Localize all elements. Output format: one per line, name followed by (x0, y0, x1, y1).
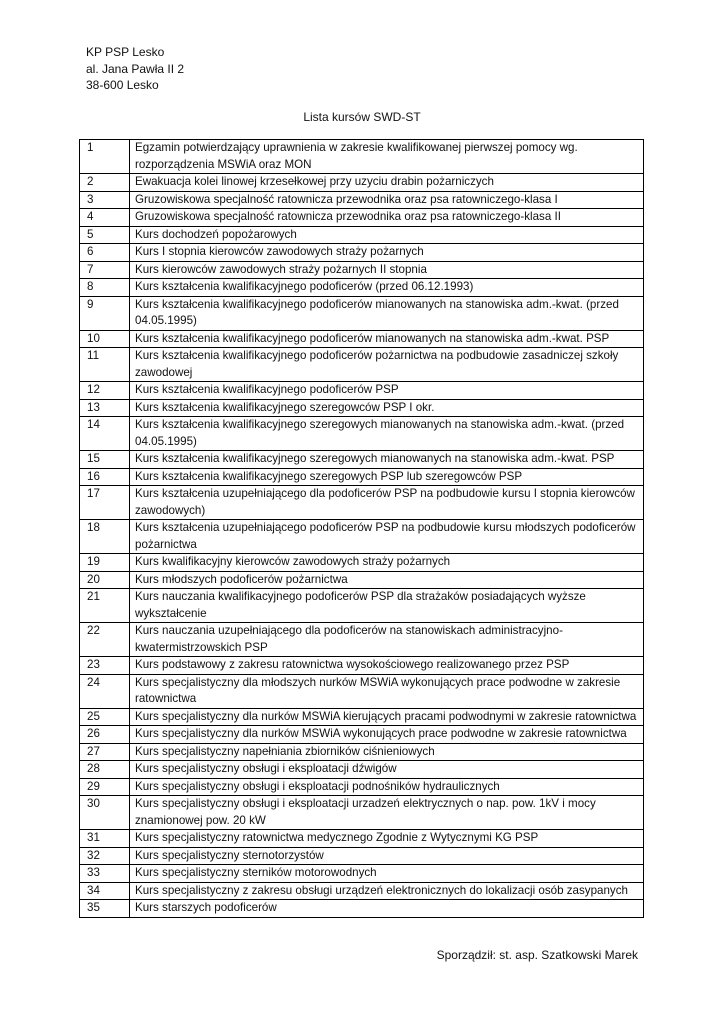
sender-address (86, 44, 184, 94)
course-name: Kurs specjalistyczny sterników motorowodnych (130, 865, 644, 883)
course-number: 11 (80, 348, 130, 382)
course-name: Kurs kierowców zawodowych straży pożarnych II stopnia (130, 261, 644, 279)
course-name: Kurs specjalistyczny dla młodszych nurków MSWiA wykonujących prace podwodne w zakresie ratownictwa (130, 674, 644, 708)
table-row (80, 330, 644, 348)
course-number: 34 (80, 882, 130, 900)
table-row (80, 657, 644, 675)
course-number: 3 (80, 191, 130, 209)
course-name: Kurs I stopnia kierowców zawodowych straży pożarnych (130, 244, 644, 262)
course-name: Kurs specjalistyczny sternotorzystów (130, 847, 644, 865)
table-row (80, 589, 644, 623)
course-number: 20 (80, 571, 130, 589)
table-row (80, 140, 644, 174)
table-row (80, 191, 644, 209)
course-number: 18 (80, 520, 130, 554)
course-name: Gruzowiskowa specjalność ratownicza przewodnika oraz psa ratowniczego-klasa II (130, 209, 644, 227)
course-name: Kurs kształcenia kwalifikacyjnego szeregowych PSP lub szeregowców PSP (130, 468, 644, 486)
course-name: Kurs kształcenia uzupełniającego podoficerów PSP na podbudowie kursu młodszych podoficerów pożarnictwa (130, 520, 644, 554)
course-number: 1 (80, 140, 130, 174)
course-name: Kurs podstawowy z zakresu ratownictwa wysokościowego realizowanego przez PSP (130, 657, 644, 675)
course-number: 26 (80, 726, 130, 744)
course-number: 32 (80, 847, 130, 865)
table-row (80, 778, 644, 796)
table-row (80, 726, 644, 744)
table-row (80, 382, 644, 400)
course-number: 25 (80, 708, 130, 726)
course-number: 13 (80, 399, 130, 417)
course-number: 30 (80, 796, 130, 830)
course-number: 2 (80, 174, 130, 192)
course-name: Kurs specjalistyczny ratownictwa medycznego Zgodnie z Wytycznymi KG PSP (130, 830, 644, 848)
address-line: 38-600 Lesko (86, 78, 159, 92)
course-name: Kurs kształcenia kwalifikacyjnego podoficerów (przed 06.12.1993) (130, 279, 644, 297)
course-name: Kurs kształcenia uzupełniającego dla podoficerów PSP na podbudowie kursu I stopnia kierowców zawodowych) (130, 486, 644, 520)
course-name: Kurs starszych podoficerów (130, 900, 644, 918)
table-row (80, 296, 644, 330)
course-number: 6 (80, 244, 130, 262)
course-name: Kurs specjalistyczny napełniania zbiorników ciśnieniowych (130, 743, 644, 761)
course-name: Kurs kształcenia kwalifikacyjnego podoficerów mianowanych na stanowiska adm.-kwat. (przed 04.05.1995) (130, 296, 644, 330)
table-row (80, 623, 644, 657)
course-name: Kurs kształcenia kwalifikacyjnego podoficerów pożarnictwa na podbudowie zasadniczej szkoły zawodowej (130, 348, 644, 382)
table-row (80, 209, 644, 227)
table-row (80, 830, 644, 848)
table-row (80, 451, 644, 469)
course-number: 29 (80, 778, 130, 796)
table-row (80, 486, 644, 520)
course-name: Kurs specjalistyczny obsługi i eksploatacji urzadzeń elektrycznych o nap. pow. 1kV i mocy znamionowej pow. 20 kW (130, 796, 644, 830)
course-number: 17 (80, 486, 130, 520)
table-row (80, 865, 644, 883)
document-title: Lista kursów SWD-ST (303, 110, 421, 124)
course-number: 21 (80, 589, 130, 623)
course-number: 14 (80, 417, 130, 451)
table-row (80, 468, 644, 486)
course-number: 33 (80, 865, 130, 883)
course-number: 19 (80, 554, 130, 572)
table-row (80, 743, 644, 761)
table-row (80, 571, 644, 589)
course-name: Kurs specjalistyczny obsługi i eksploatacji podnośników hydraulicznych (130, 778, 644, 796)
table-row (80, 674, 644, 708)
course-name: Kurs specjalistyczny dla nurków MSWiA wykonujących prace podwodne w zakresie ratownictwa (130, 726, 644, 744)
course-name: Gruzowiskowa specjalność ratownicza przewodnika oraz psa ratowniczego-klasa I (130, 191, 644, 209)
course-number: 16 (80, 468, 130, 486)
table-row (80, 761, 644, 779)
course-name: Kurs kształcenia kwalifikacyjnego podoficerów PSP (130, 382, 644, 400)
course-number: 28 (80, 761, 130, 779)
course-name: Kurs nauczania kwalifikacyjnego podoficerów PSP dla strażaków posiadających wyższe wykształcenie (130, 589, 644, 623)
table-row (80, 174, 644, 192)
table-row (80, 244, 644, 262)
address-line: al. Jana Pawła II 2 (86, 61, 185, 76)
table-row (80, 417, 644, 451)
course-number: 12 (80, 382, 130, 400)
course-name: Kurs kształcenia kwalifikacyjnego szeregowców PSP I okr. (130, 399, 644, 417)
course-name: Kurs kształcenia kwalifikacyjnego szeregowych mianowanych na stanowiska adm.-kwat. (przed 04.05.1995) (130, 417, 644, 451)
course-number: 9 (80, 296, 130, 330)
course-number: 27 (80, 743, 130, 761)
course-number: 5 (80, 226, 130, 244)
table-row (80, 882, 644, 900)
course-name: Kurs nauczania uzupełniającego dla podoficerów na stanowiskach administracyjno-kwatermistrzowskich PSP (130, 623, 644, 657)
course-name: Kurs specjalistyczny z zakresu obsługi urządzeń elektronicznych do lokalizacji osób zasypanych (130, 882, 644, 900)
course-number: 8 (80, 279, 130, 297)
table-row (80, 554, 644, 572)
courses-table (79, 139, 644, 918)
table-row (80, 847, 644, 865)
prepared-by: Sporządził: st. asp. Szatkowski Marek (436, 948, 638, 962)
course-name: Kurs specjalistyczny obsługi i eksploatacji dźwigów (130, 761, 644, 779)
course-number: 7 (80, 261, 130, 279)
course-name: Kurs kształcenia kwalifikacyjnego podoficerów mianowanych na stanowiska adm.-kwat. PSP (130, 330, 644, 348)
table-row (80, 900, 644, 918)
table-row (80, 399, 644, 417)
course-name: Kurs kształcenia kwalifikacyjnego szeregowych mianowanych na stanowiska adm.-kwat. PSP (130, 451, 644, 469)
course-name: Kurs młodszych podoficerów pożarnictwa (130, 571, 644, 589)
table-row (80, 279, 644, 297)
table-row (80, 226, 644, 244)
course-number: 15 (80, 451, 130, 469)
course-name: Kurs specjalistyczny dla nurków MSWiA kierujących pracami podwodnymi w zakresie ratownictwa (130, 708, 644, 726)
table-row (80, 520, 644, 554)
table-row (80, 708, 644, 726)
course-number: 22 (80, 623, 130, 657)
course-number: 10 (80, 330, 130, 348)
course-number: 31 (80, 830, 130, 848)
address-line: KP PSP Lesko (86, 45, 165, 59)
course-number: 23 (80, 657, 130, 675)
course-number: 24 (80, 674, 130, 708)
course-name: Kurs kwalifikacyjny kierowców zawodowych straży pożarnych (130, 554, 644, 572)
course-name: Egzamin potwierdzający uprawnienia w zakresie kwalifikowanej pierwszej pomocy wg. rozporządzenia MSWiA oraz MON (130, 140, 644, 174)
table-row (80, 261, 644, 279)
table-row (80, 348, 644, 382)
table-row (80, 796, 644, 830)
course-name: Kurs dochodzeń popożarowych (130, 226, 644, 244)
course-number: 4 (80, 209, 130, 227)
course-number: 35 (80, 900, 130, 918)
course-name: Ewakuacja kolei linowej krzesełkowej przy uzyciu drabin pożarniczych (130, 174, 644, 192)
